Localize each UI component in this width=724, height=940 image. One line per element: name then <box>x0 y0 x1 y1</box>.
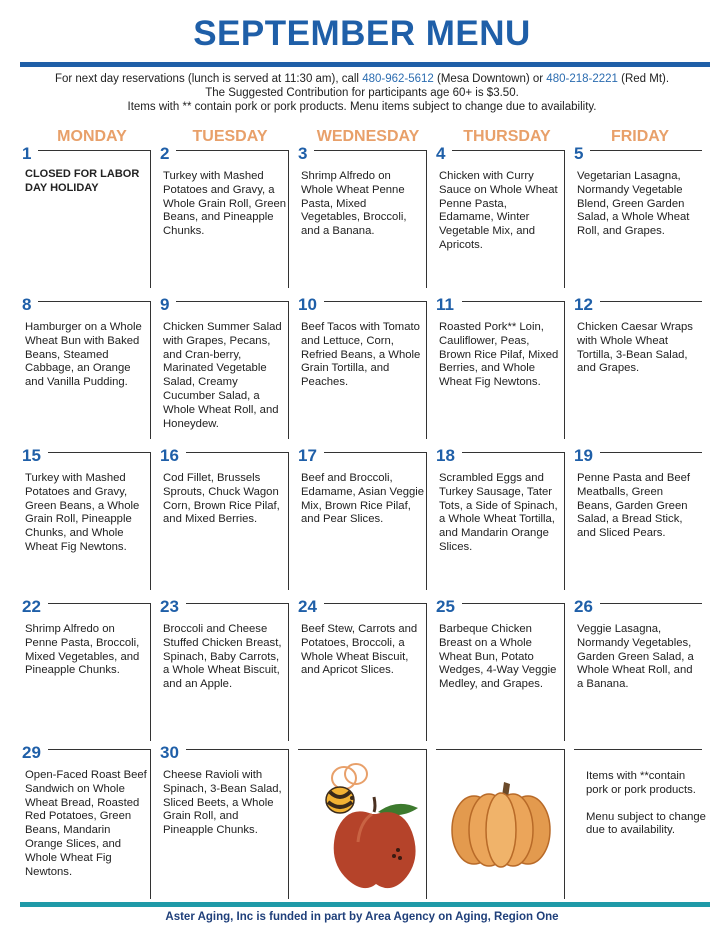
bee-icon <box>326 764 367 813</box>
day-number: 15 <box>22 446 41 465</box>
cell-side-rule <box>150 301 151 439</box>
menu-item-text: Turkey with Mashed Potatoes and Gravy, Green Beans, a Whole Grain Roll, Pineapple Chunks, and Whole Wheat Fig Newtons. <box>25 472 140 553</box>
menu-item-text: Shrimp Alfredo on Penne Pasta, Broccoli, Mixed Vegetables, and Pineapple Chunks. <box>25 623 140 677</box>
day-number: 3 <box>298 144 308 163</box>
cell-side-rule <box>564 150 565 288</box>
menu-item-text: Chicken with Curry Sauce on Whole Wheat Penne Pasta, Edamame, Winter Vegetable Mix, and Apricots. <box>439 170 558 251</box>
pork-notice-line: Items with ** contain pork or pork products. Menu items subject to change due to availability. <box>127 101 597 113</box>
cell-top-rule <box>324 301 426 302</box>
cell-top-rule <box>186 749 288 750</box>
day-number: 5 <box>574 144 584 163</box>
day-number: 30 <box>160 743 179 762</box>
cell-side-rule <box>150 603 151 741</box>
cell-side-rule <box>426 452 427 590</box>
day-header-thursday: THURSDAY <box>463 128 551 145</box>
menu-item-text: Beef Stew, Carrots and Potatoes, Broccoli, a Whole Wheat Biscuit, and Apricot Slices. <box>301 623 418 677</box>
day-number: 11 <box>436 295 454 314</box>
intro-text <box>0 72 724 114</box>
menu-item-text: Veggie Lasagna, Normandy Vegetables, Garden Green Salad, a Whole Wheat Roll, and a Banana. <box>577 623 694 691</box>
day-number: 8 <box>22 295 32 314</box>
cell-side-rule <box>288 301 289 439</box>
cell-side-rule <box>150 150 151 288</box>
cell-side-rule <box>288 749 289 899</box>
menu-item-text: Hamburger on a Whole Wheat Bun with Baked Beans, Steamed Cabbage, an Orange and Vanilla Pudding. <box>25 321 142 389</box>
phone-mesa[interactable]: 480-962-5612 <box>362 73 434 85</box>
cell-side-rule <box>564 749 565 899</box>
day-number: 2 <box>160 144 170 163</box>
cell-side-rule <box>150 452 151 590</box>
day-header-friday: FRIDAY <box>610 128 670 145</box>
cell-top-rule <box>38 301 150 302</box>
menu-item-text: Turkey with Mashed Potatoes and Gravy, a Whole Grain Roll, Green Beans, and Pineapple Chunks. <box>163 170 287 238</box>
reservation-text-mid: (Mesa Downtown) or <box>433 73 547 85</box>
cell-top-rule <box>462 603 564 604</box>
day-number: 19 <box>574 446 593 465</box>
day-number: 18 <box>436 446 455 465</box>
day-header-wednesday: WEDNESDAY <box>316 128 420 145</box>
top-rule <box>20 62 710 67</box>
day-number: 23 <box>160 597 179 616</box>
day-number: 10 <box>298 295 317 314</box>
day-number: 12 <box>574 295 593 314</box>
cell-top-rule <box>324 603 426 604</box>
cell-side-rule <box>564 603 565 741</box>
pumpkin-art <box>446 778 556 873</box>
day-number: 29 <box>22 743 41 762</box>
cell-top-rule <box>48 603 150 604</box>
cell-top-rule <box>574 749 702 750</box>
reservation-text-end: (Red Mt). <box>617 73 670 85</box>
cell-top-rule <box>452 150 564 151</box>
cell-top-rule <box>462 452 564 453</box>
menu-item-text: Scrambled Eggs and Turkey Sausage, Tater Tots, a Side of Spinach, a Whole Wheat Tortilla, and Mandarin Orange Slices. <box>439 472 558 553</box>
menu-item-text: Beef Tacos with Tomato and Lettuce, Corn, Refried Beans, a Whole Grain Tortilla, and Peaches. <box>301 321 421 389</box>
menu-item-text: Cheese Ravioli with Spinach, 3-Bean Salad, Sliced Beets, a Whole Grain Roll, and Pineapple Chunks. <box>163 769 282 837</box>
day-number: 26 <box>574 597 593 616</box>
menu-item-text: Chicken Summer Salad with Grapes, Pecans, and Cran-berry, Marinated Vegetable Salad, Creamy Cucumber Salad, a Whole Wheat Roll, and Honeydew. <box>163 321 282 430</box>
reservation-text: For next day reservations (lunch is served at 11:30 am), call <box>54 73 363 85</box>
cell-top-rule <box>600 603 702 604</box>
cell-top-rule <box>324 452 426 453</box>
day-header-tuesday: TUESDAY <box>192 128 268 145</box>
contribution-line: The Suggested Contribution for participants age 60+ is $3.50. <box>205 87 519 99</box>
menu-item-text: CLOSED FOR LABOR DAY HOLIDAY <box>25 168 140 194</box>
menu-item-text: Broccoli and Cheese Stuffed Chicken Breast, Spinach, Baby Carrots, a Whole Wheat Biscuit, and an Apple. <box>163 623 282 691</box>
pork-note: Items with **contain pork or pork products. <box>586 770 696 796</box>
cell-side-rule <box>426 749 427 899</box>
pumpkin-icon <box>452 782 550 867</box>
notes-box <box>586 770 706 851</box>
cell-top-rule <box>38 150 150 151</box>
cell-top-rule <box>436 749 564 750</box>
change-note: Menu subject to change due to availability. <box>586 810 706 837</box>
cell-top-rule <box>176 301 288 302</box>
day-number: 16 <box>160 446 179 465</box>
cell-top-rule <box>186 603 288 604</box>
menu-item-text: Penne Pasta and Beef Meatballs, Green Beans, Garden Green Salad, a Bread Stick, and Sliced Pears. <box>577 472 691 540</box>
cell-top-rule <box>48 749 150 750</box>
page-title: SEPTEMBER MENU <box>193 14 531 53</box>
bee-apple-art <box>312 762 422 897</box>
cell-top-rule <box>48 452 150 453</box>
menu-item-text: Open-Faced Roast Beef Sandwich on Whole Wheat Bread, Roasted Red Potatoes, Green Beans, Mandarin Orange Slices, and Whole Wheat Fig Newtons. <box>25 769 147 878</box>
phone-red-mt[interactable]: 480-218-2221 <box>546 73 618 85</box>
day-number: 24 <box>298 597 317 616</box>
cell-side-rule <box>426 603 427 741</box>
footer-text: Aster Aging, Inc is funded in part by Area Agency on Aging, Region One <box>165 911 559 923</box>
menu-item-text: Beef and Broccoli, Edamame, Asian Veggie Mix, Brown Rice Pilaf, and Pear Slices. <box>301 472 425 526</box>
cell-side-rule <box>426 150 427 288</box>
cell-side-rule <box>564 452 565 590</box>
menu-item-text: Barbeque Chicken Breast on a Whole Wheat Bun, Potato Wedges, 4-Way Veggie Medley, and Grapes. <box>439 623 557 691</box>
cell-side-rule <box>150 749 151 899</box>
cell-side-rule <box>288 603 289 741</box>
bottom-rule <box>20 902 710 907</box>
cell-top-rule <box>314 150 426 151</box>
day-number: 4 <box>436 144 446 163</box>
menu-item-text: Roasted Pork** Loin, Cauliflower, Peas, Brown Rice Pilaf, Mixed Berries, and Whole Wheat Fig Newtons. <box>439 321 559 389</box>
cell-side-rule <box>426 301 427 439</box>
cell-top-rule <box>462 301 564 302</box>
day-number: 22 <box>22 597 41 616</box>
menu-item-text: Shrimp Alfredo on Whole Wheat Penne Pasta, Mixed Vegetables, Broccoli, and a Banana. <box>301 170 407 238</box>
cell-side-rule <box>288 150 289 288</box>
cell-top-rule <box>590 150 702 151</box>
day-number: 25 <box>436 597 455 616</box>
day-number: 9 <box>160 295 170 314</box>
cell-top-rule <box>186 452 288 453</box>
menu-item-text: Cod Fillet, Brussels Sprouts, Chuck Wagon Corn, Brown Rice Pilaf, and Mixed Berries. <box>163 472 280 526</box>
menu-item-text: Chicken Caesar Wraps with Whole Wheat Tortilla, 3-Bean Salad, and Grapes. <box>577 321 693 375</box>
day-number: 1 <box>22 144 32 163</box>
cell-top-rule <box>176 150 288 151</box>
cell-top-rule <box>600 301 702 302</box>
cell-top-rule <box>298 749 426 750</box>
reservation-line <box>0 72 724 86</box>
menu-item-text: Vegetarian Lasagna, Normandy Vegetable Blend, Green Garden Salad, a Whole Wheat Roll, and Grapes. <box>577 170 690 238</box>
day-number: 17 <box>298 446 317 465</box>
cell-top-rule <box>600 452 702 453</box>
cell-side-rule <box>564 301 565 439</box>
day-header-monday: MONDAY <box>57 128 127 145</box>
cell-side-rule <box>288 452 289 590</box>
